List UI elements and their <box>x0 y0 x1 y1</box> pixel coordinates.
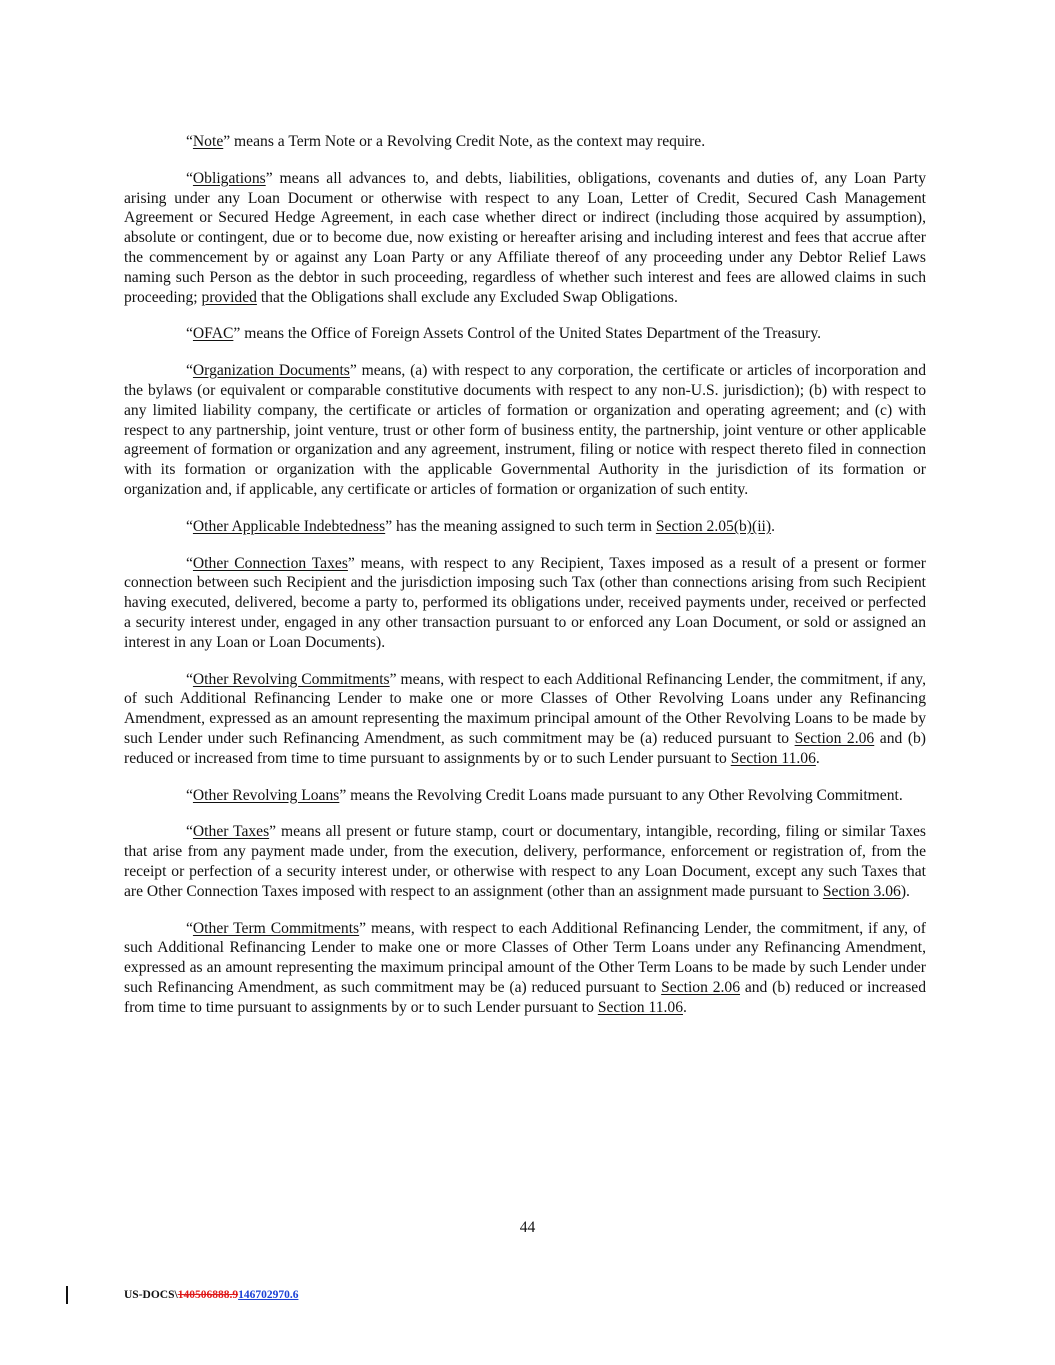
defined-term: Note <box>192 133 224 150</box>
paragraph-text: ). <box>900 882 910 900</box>
definition-paragraph <box>124 919 926 1018</box>
paragraph-text: ” means the Revolving Credit Loans made pursuant to any Other Revolving Commitment. <box>339 786 903 804</box>
document-body <box>124 132 926 1034</box>
paragraph-text: ” means all advances to, and debts, liabilities, obligations, covenants and duties of, any Loan Party arising under any Loan Document or otherwise with respect to any Loan, Letter of Credit, Secured Cash Management Agreement or Secured Hedge Agreement, in each case whether direct or indirect (including those acquired by assumption), absolute or contingent, due or to become due, now existing or hereafter arising and including interest and fees that accrue after the commencement by or against any Loan Party or any Affiliate thereof of any proceeding under any Debtor Relief Laws naming such Person as the debtor in such proceeding, regardless of whether such interest and fees are allowed claims in such proceeding; <box>124 169 926 306</box>
defined-term: provided <box>201 288 257 306</box>
paragraph-text: ” means, with respect to any Recipient, Taxes imposed as a result of a present or former connection between such Recipient and the jurisdiction imposing such Tax (other than connections arising from such Recipient having executed, delivered, become a party to, performed its obligations under, received payments under, received or perfected a security interest under, engaged in any other transaction pursuant to or enforced any Loan Document, or sold or assigned an interest in any Loan or Loan Documents). <box>124 554 926 651</box>
defined-term: Other Connection Taxes <box>192 554 348 572</box>
paragraph-text: “ <box>186 325 193 343</box>
defined-term: Other Applicable Indebtedness <box>192 517 386 535</box>
paragraph-text: “ <box>186 362 193 380</box>
paragraph-text: ” means a Term Note or a Revolving Credit Note, as the context may require. <box>223 133 706 150</box>
paragraph-text: that the Obligations shall exclude any Excluded Swap Obligations. <box>256 288 678 306</box>
footer-prefix: US-DOCS\ <box>124 1289 178 1301</box>
definition-paragraph <box>124 786 926 806</box>
footer-deleted-id: 140506888.9 <box>177 1289 239 1301</box>
defined-term: Other Taxes <box>192 823 270 841</box>
defined-term: Section 2.06 <box>794 729 875 747</box>
defined-term: OFAC <box>192 325 234 343</box>
paragraph-text: “ <box>186 554 193 572</box>
definition-paragraph <box>124 132 926 152</box>
definition-paragraph <box>124 822 926 901</box>
paragraph-text: ” means all present or future stamp, court or documentary, intangible, recording, filing or similar Taxes that arise from any payment made under, from the execution, delivery, performance, enforcement or registration of, from the receipt or perfection of a security interest under, or otherwise with respect to any Loan Document, except any such Taxes that are Other Connection Taxes imposed with respect to an assignment (other than an assignment made pursuant to <box>124 823 927 900</box>
definition-paragraph <box>124 324 926 344</box>
paragraph-text: “ <box>186 670 193 688</box>
defined-term: Section 11.06 <box>730 749 816 767</box>
paragraph-text: “ <box>186 169 193 187</box>
defined-term: Section 3.06 <box>822 882 901 900</box>
defined-term: Other Revolving Loans <box>192 786 340 804</box>
paragraph-text: “ <box>186 823 193 841</box>
defined-term: Organization Documents <box>192 362 350 380</box>
paragraph-text: “ <box>186 133 193 150</box>
paragraph-text: ” means, with respect to each Additional Refinancing Lender, the commitment, if any, of such Additional Refinancing Lender to make one or more Classes of Other Revolving Loans under any Refinancing Amendment, expressed as an amount representing the maximum principal amount of the Other Revolving Loans to be made by such Lender under such Refinancing Amendment, as such commitment may be (a) reduced pursuant to <box>124 670 926 747</box>
paragraph-text: ” means, with respect to each Additional Refinancing Lender, the commitment, if any, of such Additional Refinancing Lender to make one or more Classes of Other Term Loans under any Refinancing Amendment, expressed as an amount representing the maximum principal amount of the Other Term Loans to be made by such Lender under such Refinancing Amendment, as such commitment may be (a) reduced pursuant to <box>124 919 926 996</box>
defined-term: Other Term Commitments <box>192 919 360 937</box>
defined-term: Section 2.05(b)(ii) <box>655 517 772 535</box>
footer-inserted-id: 146702970.6 <box>238 1289 299 1301</box>
paragraph-text: “ <box>186 517 193 535</box>
document-footer <box>124 1289 298 1301</box>
defined-term: Section 11.06 <box>597 998 683 1016</box>
definition-paragraph <box>124 670 926 769</box>
paragraph-text: “ <box>186 786 193 804</box>
defined-term: Other Revolving Commitments <box>192 670 390 688</box>
defined-term: Section 2.06 <box>661 978 741 996</box>
paragraph-text: and (b) reduced or increased from time to time pursuant to assignments by or to such Lender pursuant to <box>124 729 926 767</box>
definition-paragraph <box>124 517 926 537</box>
definition-paragraph <box>124 361 926 500</box>
paragraph-text: . <box>771 517 775 535</box>
change-bar <box>66 1286 68 1304</box>
paragraph-text: and (b) reduced or increased from time to time pursuant to assignments by or to such Lender pursuant to <box>124 978 926 1016</box>
paragraph-text: ” means, (a) with respect to any corporation, the certificate or articles of incorporation and the bylaws (or equivalent or comparable constitutive documents with respect to any non-U.S. jurisdiction); (b) with respect to any limited liability company, the certificate or articles of formation or organization and operating agreement; and (c) with respect to any partnership, joint venture, trust or other form of business entity, the partnership, joint venture or other applicable agreement of formation or organization and any agreement, instrument, filing or notice with respect thereto filed in connection with its formation or organization with the applicable Governmental Authority in the jurisdiction of its formation or organization and, if applicable, any certificate or articles of formation or organization of such entity. <box>124 362 926 498</box>
defined-term: Obligations <box>192 169 266 187</box>
paragraph-text: ” means the Office of Foreign Assets Control of the United States Department of the Treasury. <box>233 325 822 343</box>
definition-paragraph <box>124 169 926 308</box>
paragraph-text: ” has the meaning assigned to such term in <box>385 517 656 535</box>
paragraph-text: . <box>815 749 820 767</box>
paragraph-text: “ <box>186 919 193 937</box>
definition-paragraph <box>124 554 926 653</box>
page-number: 44 <box>519 1219 536 1236</box>
paragraph-text: . <box>683 998 687 1016</box>
